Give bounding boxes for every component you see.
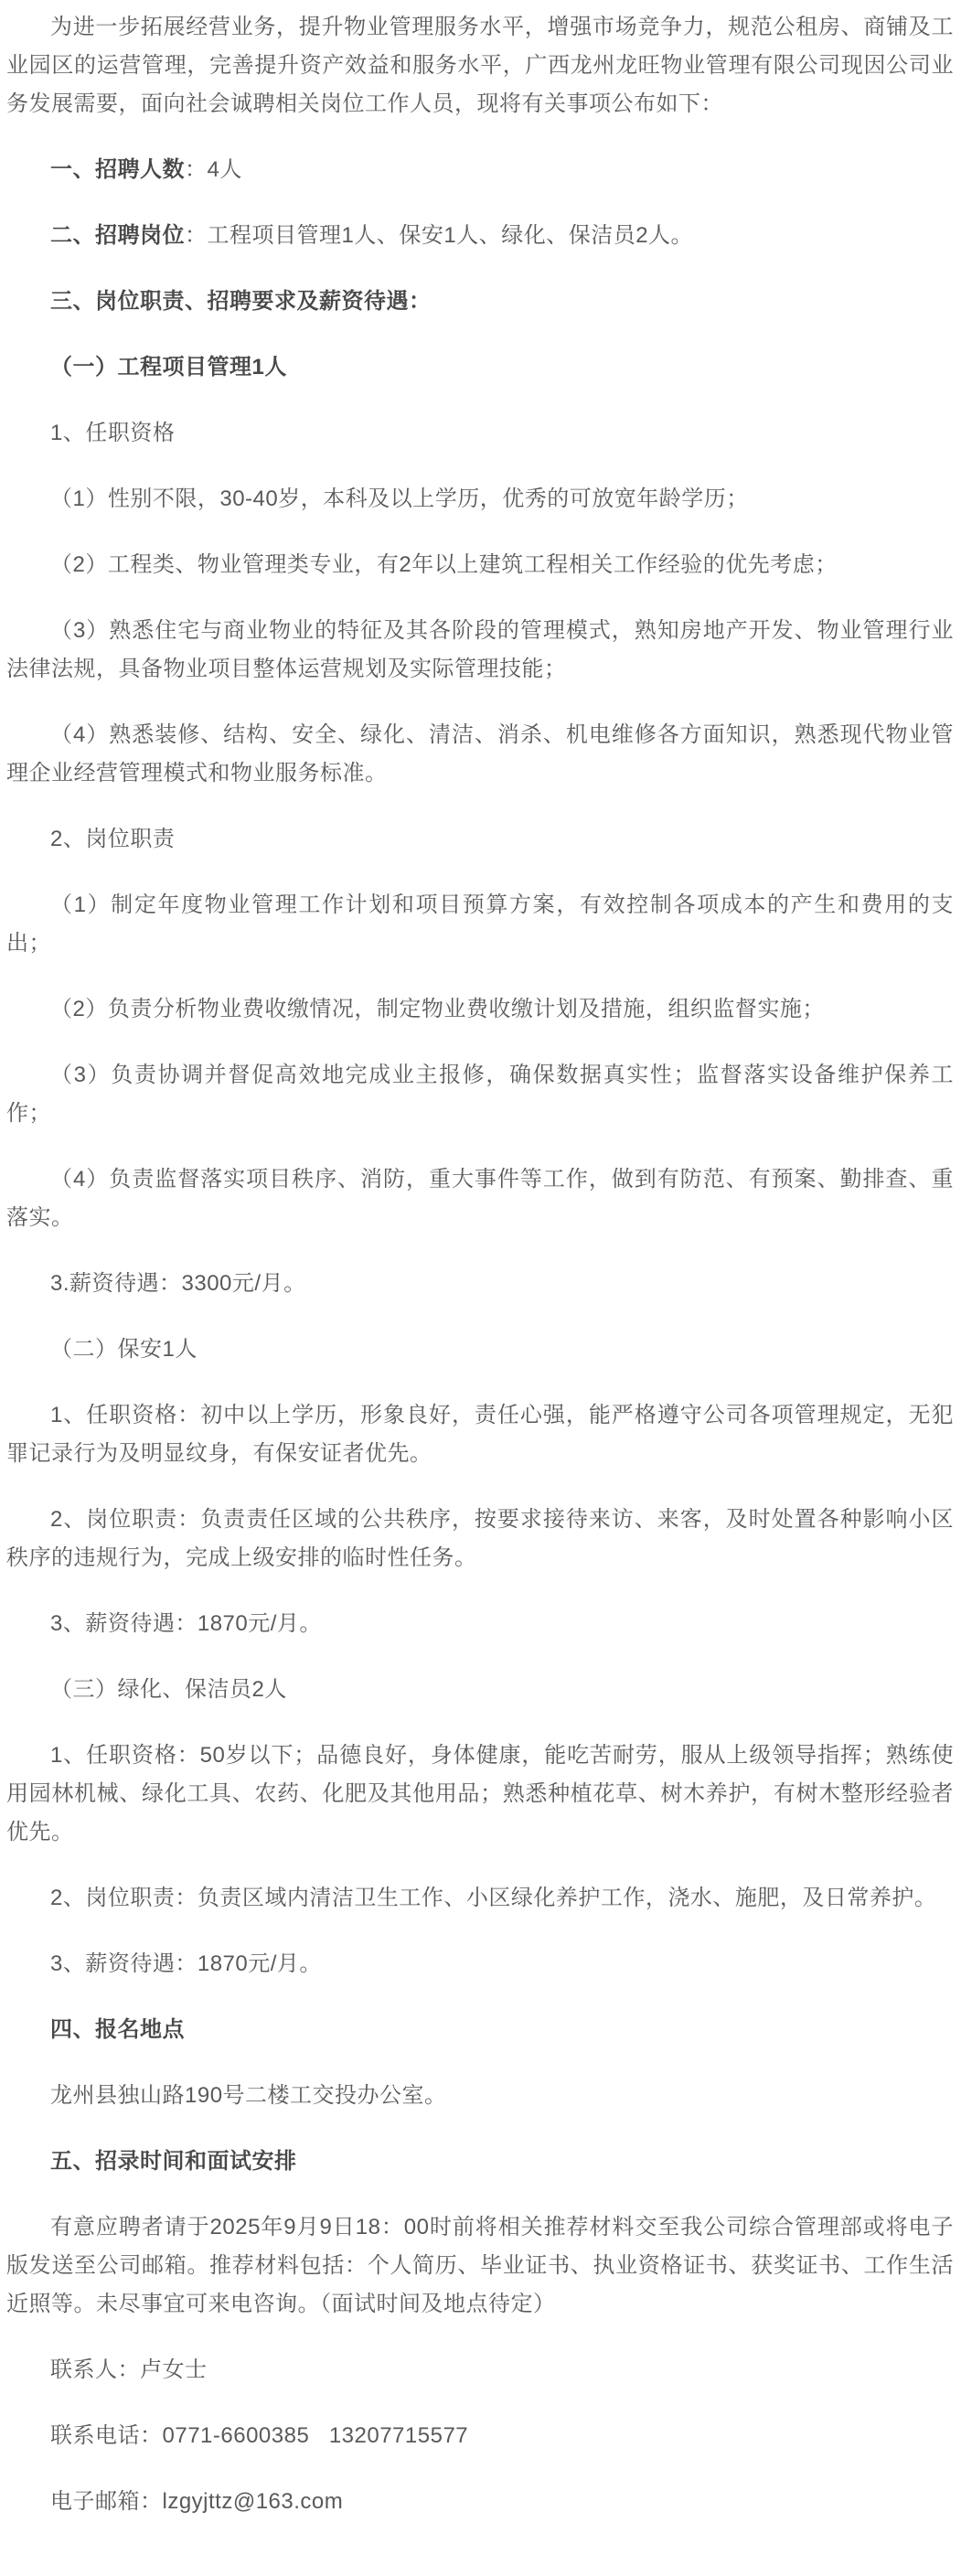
post-1-salary <box>6 1265 954 1303</box>
application-instructions <box>6 2208 954 2324</box>
section-5-heading <box>6 2143 954 2181</box>
section-1-recruit-count <box>6 151 954 189</box>
post-2-qualifications <box>6 1396 954 1473</box>
post-1-duties-heading <box>6 820 954 859</box>
post-1-qualification-1 <box>6 480 954 518</box>
paragraph-bold-text: 四、报名地点 <box>50 2017 185 2042</box>
paragraph-text: 2、岗位职责：负责区域内清洁卫生工作、小区绿化养护工作，浇水、施肥，及日常养护。 <box>50 1886 937 1910</box>
post-1-heading <box>6 348 954 387</box>
paragraph-text: 3.薪资待遇：3300元/月。 <box>50 1271 306 1296</box>
post-2-heading <box>6 1331 954 1369</box>
paragraph-text: 1、任职资格 <box>50 421 176 445</box>
application-address <box>6 2077 954 2115</box>
post-1-qualifications-heading <box>6 414 954 453</box>
paragraph-bold-text: 二、招聘岗位 <box>50 223 185 248</box>
paragraph-bold-text: 五、招录时间和面试安排 <box>50 2149 297 2174</box>
paragraph-text: 3、薪资待遇：1870元/月。 <box>50 1951 322 1976</box>
paragraph-text: （3）熟悉住宅与商业物业的特征及其各阶段的管理模式，熟知房地产开发、物业管理行业法律法规，具备物业项目整体运营规划及实际管理技能； <box>6 618 954 681</box>
paragraph-text: 2、岗位职责：负责责任区域的公共秩序，按要求接待来访、来客，及时处置各种影响小区秩序的违规行为，完成上级安排的临时性任务。 <box>6 1507 954 1570</box>
post-2-salary <box>6 1605 954 1643</box>
paragraph-text: ：工程项目管理1人、保安1人、绿化、保洁员2人。 <box>185 223 694 248</box>
post-2-duties <box>6 1501 954 1577</box>
paragraph-text: （1）性别不限，30-40岁，本科及以上学历，优秀的可放宽年龄学历； <box>50 486 749 511</box>
paragraph-bold-text: 一、招聘人数 <box>50 157 185 182</box>
paragraph-text: 联系电话：0771-6600385 13207715577 <box>50 2423 469 2448</box>
paragraph-text: 1、任职资格：初中以上学历，形象良好，责任心强，能严格遵守公司各项管理规定，无犯罪记录行为及明显纹身，有保安证者优先。 <box>6 1403 954 1466</box>
paragraph-text: 龙州县独山路190号二楼工交投办公室。 <box>50 2083 447 2108</box>
post-1-duty-3 <box>6 1056 954 1133</box>
paragraph-text: （3）负责协调并督促高效地完成业主报修，确保数据真实性；监督落实设备维护保养工作； <box>6 1063 954 1126</box>
intro-paragraph <box>6 8 954 123</box>
paragraph-text: （三）绿化、保洁员2人 <box>50 1677 287 1702</box>
paragraph-text: 电子邮箱：lzgyjttz@163.com <box>50 2489 344 2514</box>
paragraph-text: （2）工程类、物业管理类专业，有2年以上建筑工程相关工作经验的优先考虑； <box>50 552 838 577</box>
paragraph-text: 2、岗位职责 <box>50 827 176 851</box>
post-1-qualification-3 <box>6 612 954 689</box>
paragraph-text: （二）保安1人 <box>50 1337 198 1362</box>
paragraph-text: （4）熟悉装修、结构、安全、绿化、清洁、消杀、机电维修各方面知识，熟悉现代物业管理企业经营管理模式和物业服务标准。 <box>6 722 954 786</box>
paragraph-text: （2）负责分析物业费收缴情况，制定物业费收缴计划及措施，组织监督实施； <box>50 997 825 1021</box>
paragraph-text: （4）负责监督落实项目秩序、消防，重大事件等工作，做到有防范、有预案、勤排查、重落实。 <box>6 1167 954 1230</box>
paragraph-text: 联系人：卢女士 <box>50 2357 208 2382</box>
contact-email <box>6 2483 954 2521</box>
paragraph-text: 有意应聘者请于2025年9月9日18：00时前将相关推荐材料交至我公司综合管理部或将电子版发送至公司邮箱。推荐材料包括：个人简历、毕业证书、执业资格证书、获奖证书、工作生活近照等。未尽事宜可来电咨询。（面试时间及地点待定） <box>6 2215 954 2316</box>
post-3-salary <box>6 1945 954 1983</box>
section-3-heading <box>6 283 954 321</box>
paragraph-bold-text: 三、岗位职责、招聘要求及薪资待遇： <box>50 289 432 314</box>
post-3-duties <box>6 1879 954 1918</box>
paragraph-text: ：4人 <box>185 157 242 182</box>
post-1-duty-4 <box>6 1160 954 1237</box>
post-1-qualification-2 <box>6 546 954 584</box>
post-3-qualifications <box>6 1737 954 1852</box>
paragraph-text: 3、薪资待遇：1870元/月。 <box>50 1611 322 1636</box>
post-3-heading <box>6 1671 954 1709</box>
post-1-duty-1 <box>6 886 954 963</box>
contact-phone <box>6 2417 954 2455</box>
post-1-duty-2 <box>6 990 954 1029</box>
section-4-heading <box>6 2011 954 2049</box>
paragraph-text: 为进一步拓展经营业务，提升物业管理服务水平，增强市场竞争力，规范公租房、商铺及工业园区的运营管理，完善提升资产效益和服务水平，广西龙州龙旺物业管理有限公司现因公司业务发展需要，面向社会诚聘相关岗位工作人员，现将有关事项公布如下： <box>6 15 954 116</box>
paragraph-bold-text: （一）工程项目管理1人 <box>50 355 287 379</box>
paragraph-text: （1）制定年度物业管理工作计划和项目预算方案，有效控制各项成本的产生和费用的支出； <box>6 893 954 956</box>
contact-person <box>6 2351 954 2389</box>
section-2-positions <box>6 217 954 255</box>
post-1-qualification-4 <box>6 716 954 793</box>
paragraph-text: 1、任职资格：50岁以下；品德良好，身体健康，能吃苦耐劳，服从上级领导指挥；熟练使用园林机械、绿化工具、农药、化肥及其他用品；熟悉种植花草、树木养护，有树木整形经验者优先。 <box>6 1743 954 1844</box>
